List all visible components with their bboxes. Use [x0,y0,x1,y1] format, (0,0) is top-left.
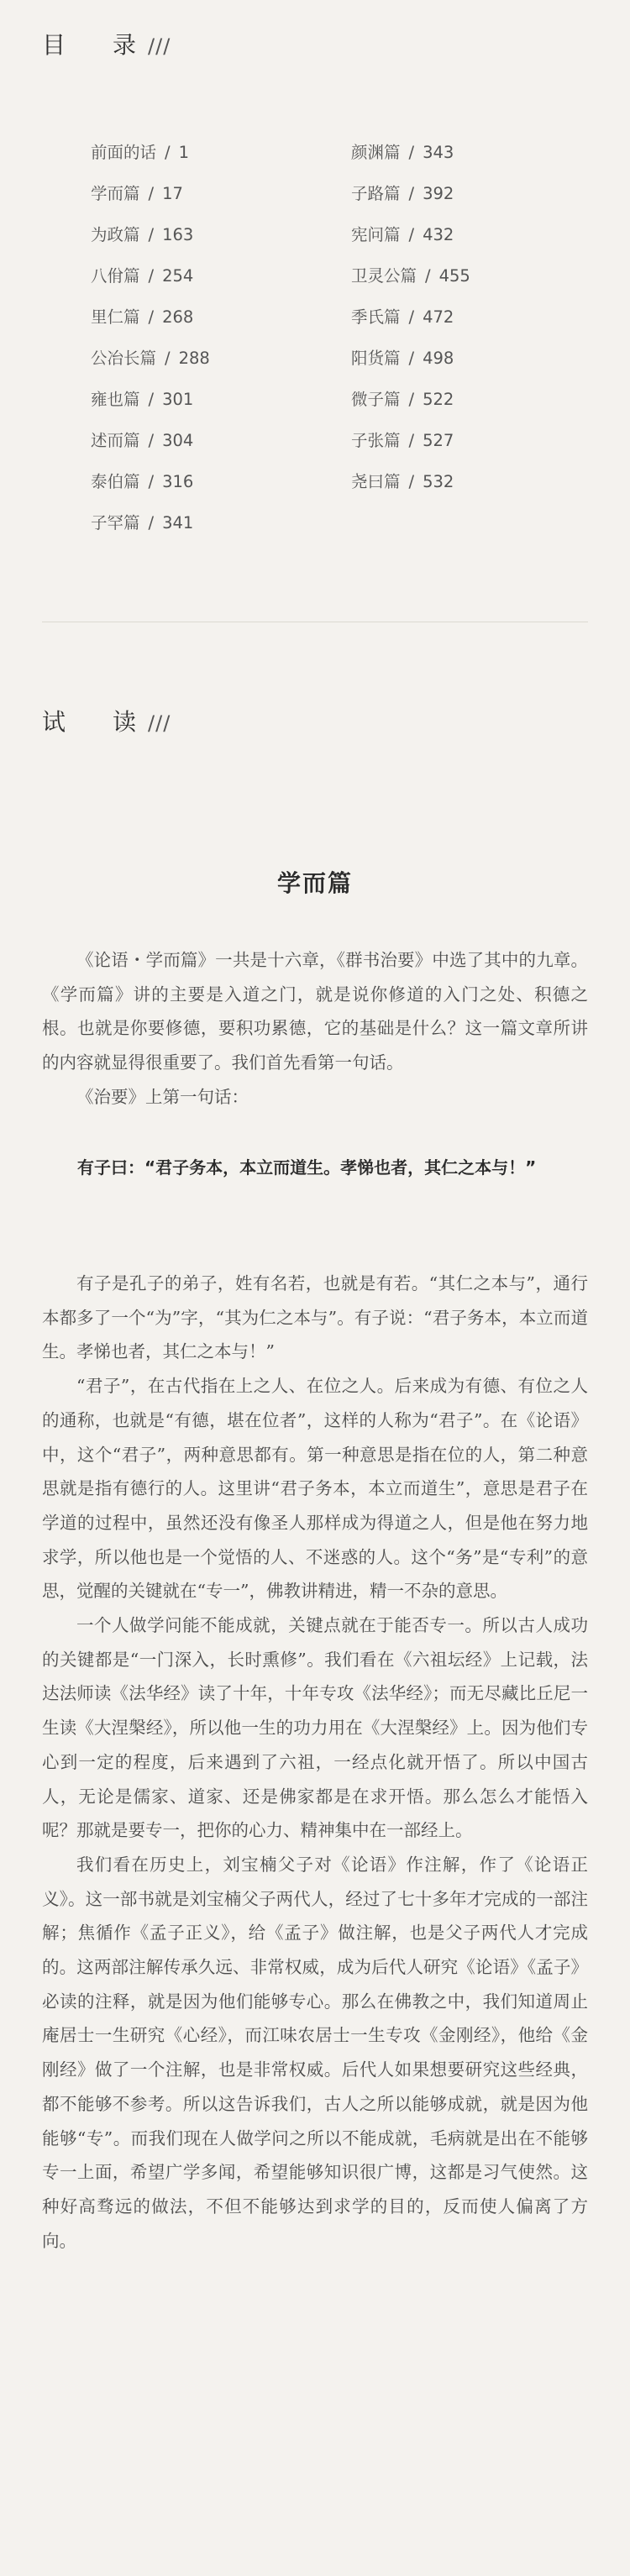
toc-entry-title: 颜渊篇 [351,143,401,162]
chapter-title: 学而篇 [276,869,353,897]
toc-entry[interactable] [91,509,210,550]
toc-entry-title: 公冶长篇 [91,349,157,368]
toc-entry-page: 341 [162,513,194,533]
toc-entry[interactable] [351,386,470,427]
toc-entry-page: 304 [162,431,194,450]
toc-entry-page: 498 [423,349,454,368]
toc-entry-separator: / [165,349,171,368]
toc-entry-separator: / [408,143,415,162]
paragraph: 《治要》上第一句话： [76,1086,249,1107]
toc-entry[interactable] [91,344,210,386]
toc-entry-title: 泰伯篇 [91,472,140,491]
paragraph: 我们看在历史上，刘宝楠父子对《论语》作注解，作了《论语正义》。这一部书就是刘宝楠父子两代人，经过了七十多年才完成的一部注解；焦循作《孟子正义》，给《孟子》做注解，也是父子两代人才完成的。这两部注解传承久远、非常权威，成为后代人研究《论语》《孟子》必读的注释，就是因为他们能够专心。那么在佛教之中，我们知道周止庵居士一生研究《心经》，而江味农居士一生专攻《金刚经》，他给《金刚经》做了一个注解，也是非常权威。后代人如果想要研究这些经典，都不能够不参考。所以这告诉我们，古人之所以能够成就，就是因为他能够“专”。而我们现在人做学问之所以不能成就，毛病就是出在不能够专一上面，希望广学多闻，希望能够知识很广博，这都是习气使然。这种好高骛远的做法，不但不能够达到求学的目的，反而使人偏离了方向。 [42,1854,588,2251]
toc-entry-separator: / [425,266,431,286]
toc-entry[interactable] [351,344,470,386]
paragraph: 一个人做学问能不能成就，关键点就在于能否专一。所以古人成功的关键都是“一门深入，长时熏修”。我们看在《六祖坛经》上记载，法达法师读《法华经》读了十年，十年专攻《法华经》；而无尽藏比丘尼一生读《大涅槃经》，所以他一生的功力用在《大涅槃经》上。因为他们专心到一定的程度，后来遇到了六祖，一经点化就开悟了。所以中国古人，无论是儒家、道家、还是佛家都是在求开悟。那么怎么才能悟入呢？那就是要专一，把你的心力、精神集中在一部经上。 [42,1615,588,1841]
paragraph: 《论语・学而篇》一共是十六章，《群书治要》中选了其中的九章。《学而篇》讲的主要是入道之门，就是说你修道的入门之处、积德之根。也就是你要修德，要积功累德，它的基础是什么？这一篇文章所讲的内容就显得很重要了。我们首先看第一句话。 [42,950,588,1073]
toc-entry-page: 288 [178,349,210,368]
toc-entry-title: 八佾篇 [91,266,140,286]
toc-entry[interactable] [351,303,470,344]
toc-entry-page: 472 [423,307,454,327]
paragraph: “君子”，在古代指在上之人、在位之人。后来成为有德、有位之人的通称，也就是“有德，堪在位者”，这样的人称为“君子”。在《论语》中，这个“君子”，两种意思都有。第一种意思是指在位的人，第二种意思就是指有德行的人。这里讲“君子务本，本立而道生”，意思是君子在学道的过程中，虽然还没有像圣人那样成为得道之人，但是他在努力地求学，所以他也是一个觉悟的人、不迷惑的人。这个“务”是“专利”的意思，觉醒的关键就在“专一”，佛教讲精进，精一不杂的意思。 [42,1376,588,1602]
toc-entry[interactable] [91,139,210,180]
toc-entry[interactable] [91,386,210,427]
toc-entry-separator: / [148,266,155,286]
toc-heading [42,27,171,60]
toc-entry-title: 阳货篇 [351,349,401,368]
toc-entry-separator: / [148,225,155,244]
toc-entry-separator: / [408,184,415,203]
toc-entry-page: 432 [423,225,454,244]
toc-entry[interactable] [91,303,210,344]
toc-entry-separator: / [408,390,415,409]
toc-entry[interactable] [351,262,470,303]
toc-entry[interactable] [351,139,470,180]
toc-entry[interactable] [91,180,210,221]
toc-entry-title: 季氏篇 [351,307,401,327]
intro-paragraphs [42,943,588,1115]
toc-entry-title: 雍也篇 [91,390,140,409]
toc-heading-slashes: /// [148,34,171,58]
toc-entry-separator: / [165,143,171,162]
commentary-paragraphs [42,1267,588,2258]
toc-entry-title: 宪问篇 [351,225,401,244]
toc-entry-separator: / [148,307,155,327]
toc-entry-title: 学而篇 [91,184,140,203]
toc-entry-separator: / [408,431,415,450]
toc-entry-title: 子罕篇 [91,513,140,533]
toc-heading-text: 目 录 [42,31,149,59]
toc-entry-separator: / [408,472,415,491]
toc-entry[interactable] [351,427,470,468]
toc-entry-title: 微子篇 [351,390,401,409]
toc-entry-title: 尧曰篇 [351,472,401,491]
trial-reading-heading [42,704,171,737]
toc-entry-separator: / [408,307,415,327]
toc-entry-title: 为政篇 [91,225,140,244]
toc-entry-separator: / [148,431,155,450]
toc-entry[interactable] [351,221,470,262]
toc-entry-title: 前面的话 [91,143,157,162]
toc-entry-page: 392 [423,184,454,203]
toc-left-column [91,139,210,550]
toc-entry[interactable] [91,427,210,468]
toc-entry-title: 子张篇 [351,431,401,450]
toc-entry-page: 343 [423,143,454,162]
toc-entry-title: 卫灵公篇 [351,266,417,286]
toc-entry-page: 1 [178,143,190,162]
toc-entry[interactable] [351,180,470,221]
toc-entry-page: 527 [423,431,454,450]
toc-entry-separator: / [148,390,155,409]
toc-entry[interactable] [91,221,210,262]
toc-entry-page: 268 [162,307,194,327]
toc-entry-page: 254 [162,266,194,286]
toc-entry-separator: / [408,349,415,368]
toc-entry-page: 532 [423,472,454,491]
toc-entry[interactable] [351,468,470,509]
trial-heading-slashes: /// [148,711,171,735]
toc-entry-separator: / [408,225,415,244]
classic-quote: 有子曰：“君子务本，本立而道生。孝悌也者，其仁之本与！” [77,1157,537,1178]
toc-entry-page: 316 [162,472,194,491]
toc-entry-title: 子路篇 [351,184,401,203]
toc-entry-separator: / [148,184,155,203]
toc-entry-title: 述而篇 [91,431,140,450]
toc-entry-separator: / [148,472,155,491]
paragraph: 有子是孔子的弟子，姓有名若，也就是有若。“其仁之本与”，通行本都多了一个“为”字，“其为仁之本与”。有子说：“君子务本，本立而道生。孝悌也者，其仁之本与！” [42,1273,588,1362]
toc-entry[interactable] [91,468,210,509]
toc-entry-page: 522 [423,390,454,409]
toc-entry-page: 17 [162,184,183,203]
toc-right-column [351,139,470,509]
toc-entry[interactable] [91,262,210,303]
toc-entry-title: 里仁篇 [91,307,140,327]
toc-entry-page: 301 [162,390,194,409]
toc-entry-page: 163 [162,225,194,244]
toc-entry-separator: / [148,513,155,533]
toc-entry-page: 455 [438,266,470,286]
trial-heading-text: 试 读 [42,708,149,736]
